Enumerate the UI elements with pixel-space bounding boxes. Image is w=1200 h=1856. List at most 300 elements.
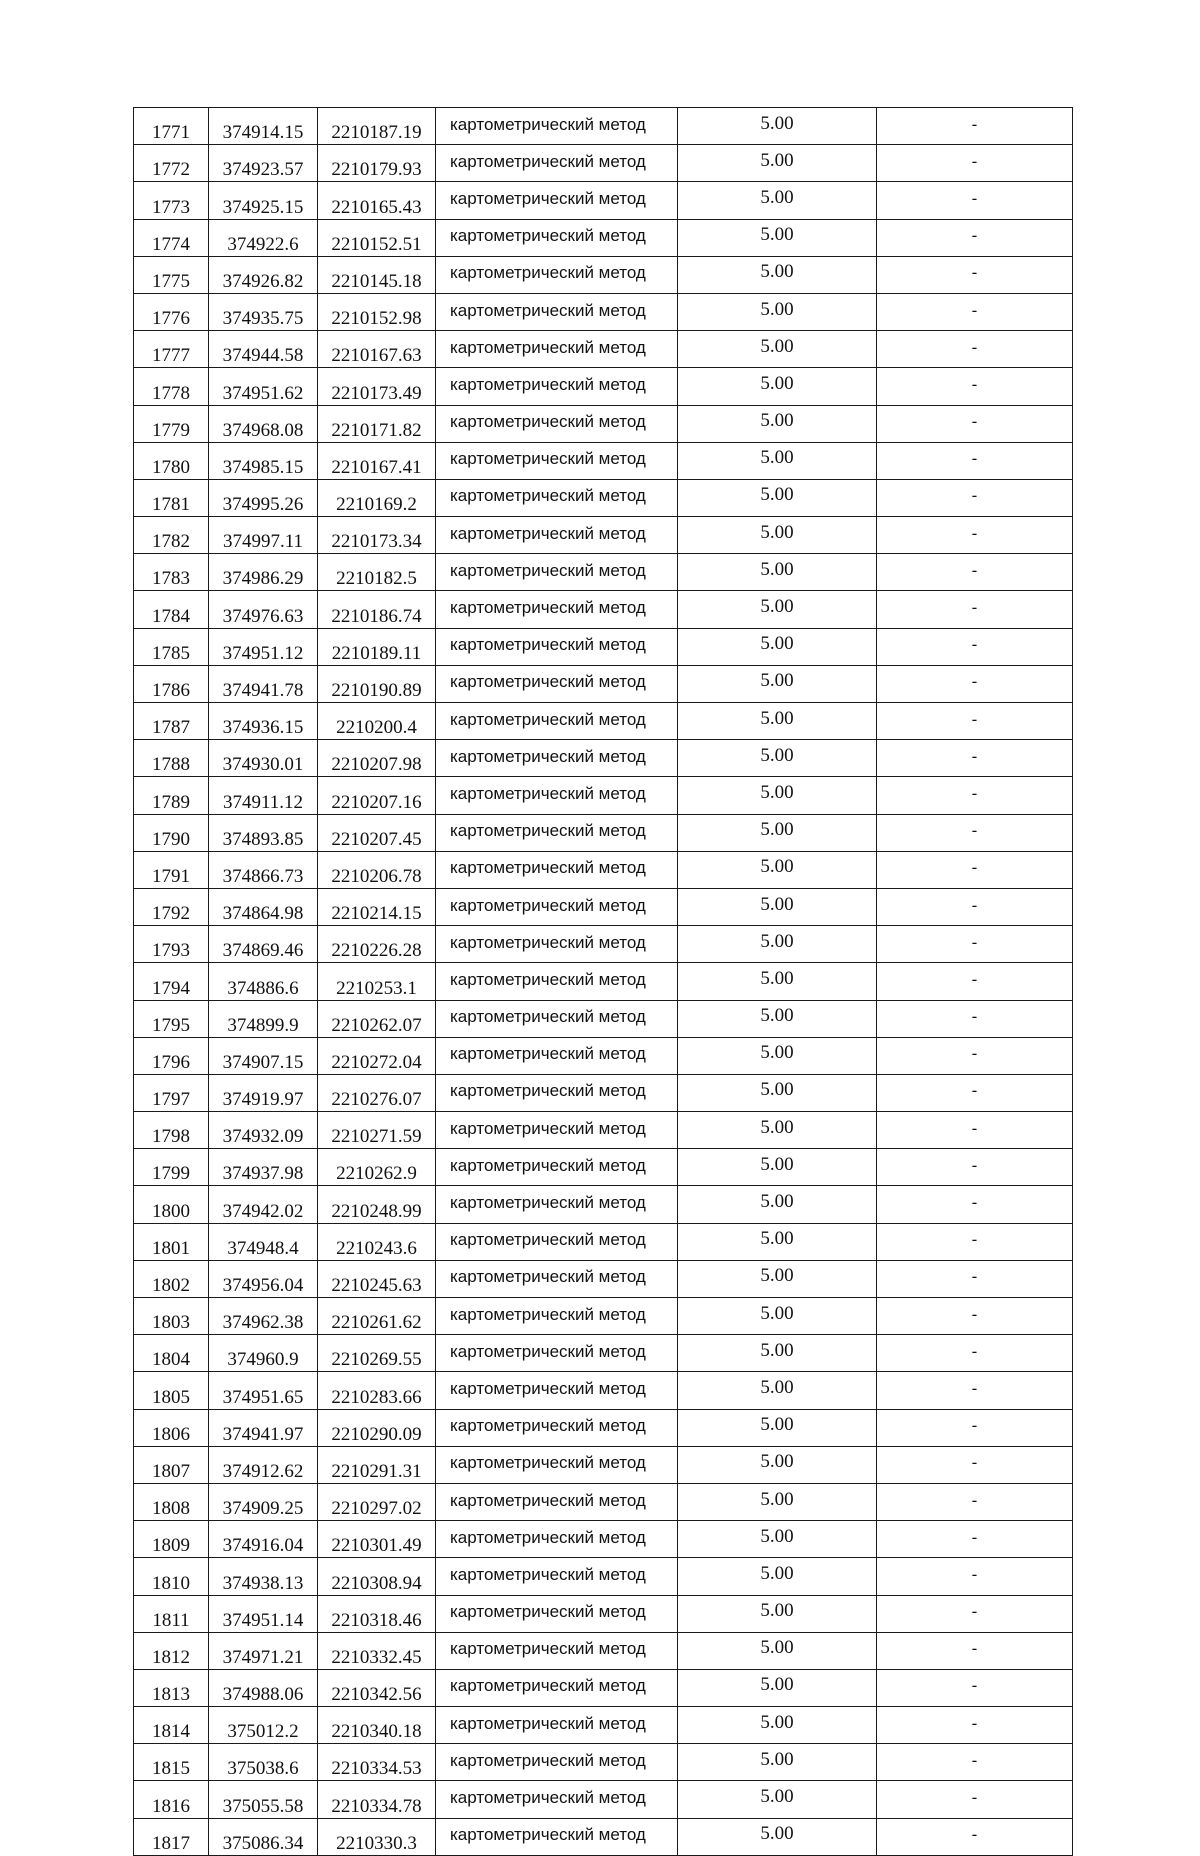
x-coordinate-cell: 374937.98 — [209, 1149, 318, 1186]
x-coordinate-cell: 374935.75 — [209, 293, 318, 330]
coordinates-table — [133, 107, 1073, 1856]
point-number-cell: 1775 — [134, 256, 209, 293]
y-coordinate-cell: 2210245.63 — [318, 1260, 436, 1297]
accuracy-cell: 5.00 — [678, 1260, 877, 1297]
table-row — [134, 256, 1073, 293]
note-cell: - — [877, 1781, 1073, 1818]
point-number-cell: 1782 — [134, 517, 209, 554]
table-row — [134, 1595, 1073, 1632]
point-number-cell: 1774 — [134, 219, 209, 256]
y-coordinate-cell: 2210308.94 — [318, 1558, 436, 1595]
accuracy-cell: 5.00 — [678, 703, 877, 740]
note-cell: - — [877, 1260, 1073, 1297]
note-cell: - — [877, 1744, 1073, 1781]
y-coordinate-cell: 2210301.49 — [318, 1521, 436, 1558]
method-cell: картометрический метод — [436, 219, 678, 256]
note-cell: - — [877, 1446, 1073, 1483]
method-cell: картометрический метод — [436, 108, 678, 145]
point-number-cell: 1800 — [134, 1186, 209, 1223]
point-number-cell: 1777 — [134, 331, 209, 368]
note-cell: - — [877, 851, 1073, 888]
x-coordinate-cell: 374956.04 — [209, 1260, 318, 1297]
y-coordinate-cell: 2210190.89 — [318, 665, 436, 702]
accuracy-cell: 5.00 — [678, 368, 877, 405]
x-coordinate-cell: 374951.12 — [209, 628, 318, 665]
method-cell: картометрический метод — [436, 1260, 678, 1297]
y-coordinate-cell: 2210207.16 — [318, 777, 436, 814]
table-row — [134, 1483, 1073, 1520]
point-number-cell: 1793 — [134, 926, 209, 963]
note-cell: - — [877, 442, 1073, 479]
x-coordinate-cell: 374923.57 — [209, 145, 318, 182]
point-number-cell: 1772 — [134, 145, 209, 182]
y-coordinate-cell: 2210269.55 — [318, 1335, 436, 1372]
y-coordinate-cell: 2210145.18 — [318, 256, 436, 293]
x-coordinate-cell: 374866.73 — [209, 851, 318, 888]
y-coordinate-cell: 2210182.5 — [318, 554, 436, 591]
table-row — [134, 479, 1073, 516]
table-row — [134, 1669, 1073, 1706]
note-cell: - — [877, 368, 1073, 405]
x-coordinate-cell: 374864.98 — [209, 888, 318, 925]
x-coordinate-cell: 375012.2 — [209, 1707, 318, 1744]
point-number-cell: 1802 — [134, 1260, 209, 1297]
x-coordinate-cell: 374971.21 — [209, 1632, 318, 1669]
point-number-cell: 1806 — [134, 1409, 209, 1446]
note-cell: - — [877, 108, 1073, 145]
y-coordinate-cell: 2210200.4 — [318, 703, 436, 740]
x-coordinate-cell: 374941.78 — [209, 665, 318, 702]
x-coordinate-cell: 374960.9 — [209, 1335, 318, 1372]
method-cell: картометрический метод — [436, 1298, 678, 1335]
table-row — [134, 554, 1073, 591]
note-cell: - — [877, 1223, 1073, 1260]
y-coordinate-cell: 2210214.15 — [318, 888, 436, 925]
method-cell: картометрический метод — [436, 1335, 678, 1372]
point-number-cell: 1815 — [134, 1744, 209, 1781]
point-number-cell: 1789 — [134, 777, 209, 814]
y-coordinate-cell: 2210334.53 — [318, 1744, 436, 1781]
table-row — [134, 1298, 1073, 1335]
table-row — [134, 1632, 1073, 1669]
point-number-cell: 1788 — [134, 740, 209, 777]
point-number-cell: 1808 — [134, 1483, 209, 1520]
point-number-cell: 1803 — [134, 1298, 209, 1335]
coordinates-table-body — [134, 108, 1073, 1856]
x-coordinate-cell: 374951.62 — [209, 368, 318, 405]
table-row — [134, 1149, 1073, 1186]
point-number-cell: 1776 — [134, 293, 209, 330]
method-cell: картометрический метод — [436, 1037, 678, 1074]
note-cell: - — [877, 628, 1073, 665]
x-coordinate-cell: 374932.09 — [209, 1112, 318, 1149]
accuracy-cell: 5.00 — [678, 1818, 877, 1855]
accuracy-cell: 5.00 — [678, 1632, 877, 1669]
y-coordinate-cell: 2210332.45 — [318, 1632, 436, 1669]
accuracy-cell: 5.00 — [678, 1781, 877, 1818]
accuracy-cell: 5.00 — [678, 888, 877, 925]
method-cell: картометрический метод — [436, 1744, 678, 1781]
table-row — [134, 1260, 1073, 1297]
method-cell: картометрический метод — [436, 1409, 678, 1446]
table-row — [134, 1000, 1073, 1037]
x-coordinate-cell: 375055.58 — [209, 1781, 318, 1818]
accuracy-cell: 5.00 — [678, 331, 877, 368]
x-coordinate-cell: 374922.6 — [209, 219, 318, 256]
note-cell: - — [877, 1558, 1073, 1595]
note-cell: - — [877, 145, 1073, 182]
table-row — [134, 665, 1073, 702]
y-coordinate-cell: 2210171.82 — [318, 405, 436, 442]
method-cell: картометрический метод — [436, 1112, 678, 1149]
table-row — [134, 108, 1073, 145]
method-cell: картометрический метод — [436, 665, 678, 702]
note-cell: - — [877, 1632, 1073, 1669]
x-coordinate-cell: 374930.01 — [209, 740, 318, 777]
table-row — [134, 1707, 1073, 1744]
table-row — [134, 591, 1073, 628]
y-coordinate-cell: 2210334.78 — [318, 1781, 436, 1818]
method-cell: картометрический метод — [436, 963, 678, 1000]
method-cell: картометрический метод — [436, 814, 678, 851]
method-cell: картометрический метод — [436, 777, 678, 814]
point-number-cell: 1792 — [134, 888, 209, 925]
note-cell: - — [877, 517, 1073, 554]
accuracy-cell: 5.00 — [678, 740, 877, 777]
table-row — [134, 1744, 1073, 1781]
x-coordinate-cell: 374948.4 — [209, 1223, 318, 1260]
x-coordinate-cell: 374893.85 — [209, 814, 318, 851]
x-coordinate-cell: 374916.04 — [209, 1521, 318, 1558]
method-cell: картометрический метод — [436, 1000, 678, 1037]
note-cell: - — [877, 1037, 1073, 1074]
y-coordinate-cell: 2210261.62 — [318, 1298, 436, 1335]
point-number-cell: 1790 — [134, 814, 209, 851]
table-row — [134, 405, 1073, 442]
table-row — [134, 219, 1073, 256]
table-row — [134, 1186, 1073, 1223]
table-row — [134, 293, 1073, 330]
note-cell: - — [877, 926, 1073, 963]
y-coordinate-cell: 2210283.66 — [318, 1372, 436, 1409]
point-number-cell: 1791 — [134, 851, 209, 888]
x-coordinate-cell: 374869.46 — [209, 926, 318, 963]
x-coordinate-cell: 374899.9 — [209, 1000, 318, 1037]
point-number-cell: 1795 — [134, 1000, 209, 1037]
accuracy-cell: 5.00 — [678, 591, 877, 628]
note-cell: - — [877, 1298, 1073, 1335]
accuracy-cell: 5.00 — [678, 1000, 877, 1037]
accuracy-cell: 5.00 — [678, 628, 877, 665]
table-row — [134, 1818, 1073, 1855]
accuracy-cell: 5.00 — [678, 1558, 877, 1595]
table-row — [134, 368, 1073, 405]
accuracy-cell: 5.00 — [678, 1149, 877, 1186]
x-coordinate-cell: 374912.62 — [209, 1446, 318, 1483]
note-cell: - — [877, 777, 1073, 814]
accuracy-cell: 5.00 — [678, 814, 877, 851]
accuracy-cell: 5.00 — [678, 256, 877, 293]
note-cell: - — [877, 665, 1073, 702]
point-number-cell: 1781 — [134, 479, 209, 516]
y-coordinate-cell: 2210262.9 — [318, 1149, 436, 1186]
y-coordinate-cell: 2210173.34 — [318, 517, 436, 554]
accuracy-cell: 5.00 — [678, 777, 877, 814]
method-cell: картометрический метод — [436, 331, 678, 368]
table-row — [134, 182, 1073, 219]
note-cell: - — [877, 1112, 1073, 1149]
method-cell: картометрический метод — [436, 628, 678, 665]
y-coordinate-cell: 2210290.09 — [318, 1409, 436, 1446]
accuracy-cell: 5.00 — [678, 182, 877, 219]
point-number-cell: 1801 — [134, 1223, 209, 1260]
method-cell: картометрический метод — [436, 1149, 678, 1186]
accuracy-cell: 5.00 — [678, 1483, 877, 1520]
point-number-cell: 1771 — [134, 108, 209, 145]
x-coordinate-cell: 374941.97 — [209, 1409, 318, 1446]
y-coordinate-cell: 2210318.46 — [318, 1595, 436, 1632]
method-cell: картометрический метод — [436, 703, 678, 740]
y-coordinate-cell: 2210152.51 — [318, 219, 436, 256]
method-cell: картометрический метод — [436, 740, 678, 777]
accuracy-cell: 5.00 — [678, 851, 877, 888]
point-number-cell: 1814 — [134, 1707, 209, 1744]
accuracy-cell: 5.00 — [678, 219, 877, 256]
y-coordinate-cell: 2210248.99 — [318, 1186, 436, 1223]
x-coordinate-cell: 374951.65 — [209, 1372, 318, 1409]
method-cell: картометрический метод — [436, 1595, 678, 1632]
table-row — [134, 926, 1073, 963]
accuracy-cell: 5.00 — [678, 442, 877, 479]
point-number-cell: 1817 — [134, 1818, 209, 1855]
point-number-cell: 1816 — [134, 1781, 209, 1818]
y-coordinate-cell: 2210340.18 — [318, 1707, 436, 1744]
method-cell: картометрический метод — [436, 1707, 678, 1744]
note-cell: - — [877, 740, 1073, 777]
point-number-cell: 1796 — [134, 1037, 209, 1074]
note-cell: - — [877, 293, 1073, 330]
table-row — [134, 1521, 1073, 1558]
note-cell: - — [877, 1186, 1073, 1223]
x-coordinate-cell: 374951.14 — [209, 1595, 318, 1632]
note-cell: - — [877, 1149, 1073, 1186]
table-row — [134, 442, 1073, 479]
y-coordinate-cell: 2210253.1 — [318, 963, 436, 1000]
x-coordinate-cell: 374925.15 — [209, 182, 318, 219]
method-cell: картометрический метод — [436, 368, 678, 405]
y-coordinate-cell: 2210179.93 — [318, 145, 436, 182]
accuracy-cell: 5.00 — [678, 1298, 877, 1335]
point-number-cell: 1812 — [134, 1632, 209, 1669]
accuracy-cell: 5.00 — [678, 145, 877, 182]
method-cell: картометрический метод — [436, 256, 678, 293]
method-cell: картометрический метод — [436, 888, 678, 925]
note-cell: - — [877, 1521, 1073, 1558]
note-cell: - — [877, 405, 1073, 442]
accuracy-cell: 5.00 — [678, 1074, 877, 1111]
x-coordinate-cell: 374986.29 — [209, 554, 318, 591]
accuracy-cell: 5.00 — [678, 405, 877, 442]
method-cell: картометрический метод — [436, 1446, 678, 1483]
y-coordinate-cell: 2210169.2 — [318, 479, 436, 516]
method-cell: картометрический метод — [436, 1781, 678, 1818]
y-coordinate-cell: 2210291.31 — [318, 1446, 436, 1483]
note-cell: - — [877, 1335, 1073, 1372]
point-number-cell: 1787 — [134, 703, 209, 740]
y-coordinate-cell: 2210173.49 — [318, 368, 436, 405]
point-number-cell: 1810 — [134, 1558, 209, 1595]
x-coordinate-cell: 374976.63 — [209, 591, 318, 628]
note-cell: - — [877, 888, 1073, 925]
method-cell: картометрический метод — [436, 1669, 678, 1706]
y-coordinate-cell: 2210297.02 — [318, 1483, 436, 1520]
method-cell: картометрический метод — [436, 1483, 678, 1520]
accuracy-cell: 5.00 — [678, 1372, 877, 1409]
table-row — [134, 740, 1073, 777]
point-number-cell: 1779 — [134, 405, 209, 442]
table-row — [134, 517, 1073, 554]
y-coordinate-cell: 2210243.6 — [318, 1223, 436, 1260]
method-cell: картометрический метод — [436, 1818, 678, 1855]
table-row — [134, 1112, 1073, 1149]
accuracy-cell: 5.00 — [678, 1112, 877, 1149]
point-number-cell: 1786 — [134, 665, 209, 702]
table-row — [134, 1037, 1073, 1074]
note-cell: - — [877, 554, 1073, 591]
method-cell: картометрический метод — [436, 1632, 678, 1669]
x-coordinate-cell: 375086.34 — [209, 1818, 318, 1855]
accuracy-cell: 5.00 — [678, 1335, 877, 1372]
method-cell: картометрический метод — [436, 1521, 678, 1558]
method-cell: картометрический метод — [436, 1074, 678, 1111]
note-cell: - — [877, 703, 1073, 740]
y-coordinate-cell: 2210342.56 — [318, 1669, 436, 1706]
note-cell: - — [877, 1483, 1073, 1520]
accuracy-cell: 5.00 — [678, 1186, 877, 1223]
method-cell: картометрический метод — [436, 554, 678, 591]
accuracy-cell: 5.00 — [678, 1744, 877, 1781]
method-cell: картометрический метод — [436, 442, 678, 479]
note-cell: - — [877, 963, 1073, 1000]
y-coordinate-cell: 2210165.43 — [318, 182, 436, 219]
y-coordinate-cell: 2210189.11 — [318, 628, 436, 665]
point-number-cell: 1780 — [134, 442, 209, 479]
x-coordinate-cell: 374914.15 — [209, 108, 318, 145]
accuracy-cell: 5.00 — [678, 1669, 877, 1706]
accuracy-cell: 5.00 — [678, 1409, 877, 1446]
note-cell: - — [877, 256, 1073, 293]
y-coordinate-cell: 2210272.04 — [318, 1037, 436, 1074]
point-number-cell: 1797 — [134, 1074, 209, 1111]
point-number-cell: 1784 — [134, 591, 209, 628]
y-coordinate-cell: 2210226.28 — [318, 926, 436, 963]
point-number-cell: 1785 — [134, 628, 209, 665]
note-cell: - — [877, 182, 1073, 219]
table-row — [134, 145, 1073, 182]
method-cell: картометрический метод — [436, 1372, 678, 1409]
note-cell: - — [877, 1595, 1073, 1632]
method-cell: картометрический метод — [436, 517, 678, 554]
x-coordinate-cell: 374962.38 — [209, 1298, 318, 1335]
x-coordinate-cell: 374944.58 — [209, 331, 318, 368]
accuracy-cell: 5.00 — [678, 1595, 877, 1632]
x-coordinate-cell: 374968.08 — [209, 405, 318, 442]
table-row — [134, 888, 1073, 925]
x-coordinate-cell: 374911.12 — [209, 777, 318, 814]
x-coordinate-cell: 374997.11 — [209, 517, 318, 554]
table-row — [134, 1223, 1073, 1260]
x-coordinate-cell: 374907.15 — [209, 1037, 318, 1074]
note-cell: - — [877, 219, 1073, 256]
accuracy-cell: 5.00 — [678, 963, 877, 1000]
table-row — [134, 1781, 1073, 1818]
x-coordinate-cell: 374909.25 — [209, 1483, 318, 1520]
table-row — [134, 851, 1073, 888]
table-row — [134, 777, 1073, 814]
y-coordinate-cell: 2210187.19 — [318, 108, 436, 145]
note-cell: - — [877, 1409, 1073, 1446]
note-cell: - — [877, 1707, 1073, 1744]
table-row — [134, 814, 1073, 851]
point-number-cell: 1807 — [134, 1446, 209, 1483]
x-coordinate-cell: 374985.15 — [209, 442, 318, 479]
x-coordinate-cell: 374936.15 — [209, 703, 318, 740]
accuracy-cell: 5.00 — [678, 665, 877, 702]
point-number-cell: 1794 — [134, 963, 209, 1000]
table-row — [134, 703, 1073, 740]
accuracy-cell: 5.00 — [678, 926, 877, 963]
accuracy-cell: 5.00 — [678, 1707, 877, 1744]
method-cell: картометрический метод — [436, 926, 678, 963]
y-coordinate-cell: 2210207.98 — [318, 740, 436, 777]
point-number-cell: 1811 — [134, 1595, 209, 1632]
y-coordinate-cell: 2210167.41 — [318, 442, 436, 479]
method-cell: картометрический метод — [436, 405, 678, 442]
point-number-cell: 1783 — [134, 554, 209, 591]
accuracy-cell: 5.00 — [678, 108, 877, 145]
table-row — [134, 628, 1073, 665]
method-cell: картометрический метод — [436, 145, 678, 182]
accuracy-cell: 5.00 — [678, 1037, 877, 1074]
table-row — [134, 1558, 1073, 1595]
x-coordinate-cell: 374988.06 — [209, 1669, 318, 1706]
x-coordinate-cell: 375038.6 — [209, 1744, 318, 1781]
point-number-cell: 1799 — [134, 1149, 209, 1186]
y-coordinate-cell: 2210262.07 — [318, 1000, 436, 1037]
x-coordinate-cell: 374938.13 — [209, 1558, 318, 1595]
point-number-cell: 1804 — [134, 1335, 209, 1372]
table-row — [134, 1074, 1073, 1111]
y-coordinate-cell: 2210207.45 — [318, 814, 436, 851]
table-row — [134, 1372, 1073, 1409]
method-cell: картометрический метод — [436, 1223, 678, 1260]
note-cell: - — [877, 1818, 1073, 1855]
table-row — [134, 963, 1073, 1000]
method-cell: картометрический метод — [436, 479, 678, 516]
point-number-cell: 1805 — [134, 1372, 209, 1409]
table-row — [134, 1335, 1073, 1372]
point-number-cell: 1813 — [134, 1669, 209, 1706]
y-coordinate-cell: 2210276.07 — [318, 1074, 436, 1111]
point-number-cell: 1809 — [134, 1521, 209, 1558]
note-cell: - — [877, 331, 1073, 368]
table-row — [134, 1409, 1073, 1446]
y-coordinate-cell: 2210330.3 — [318, 1818, 436, 1855]
x-coordinate-cell: 374926.82 — [209, 256, 318, 293]
method-cell: картометрический метод — [436, 591, 678, 628]
x-coordinate-cell: 374942.02 — [209, 1186, 318, 1223]
accuracy-cell: 5.00 — [678, 554, 877, 591]
